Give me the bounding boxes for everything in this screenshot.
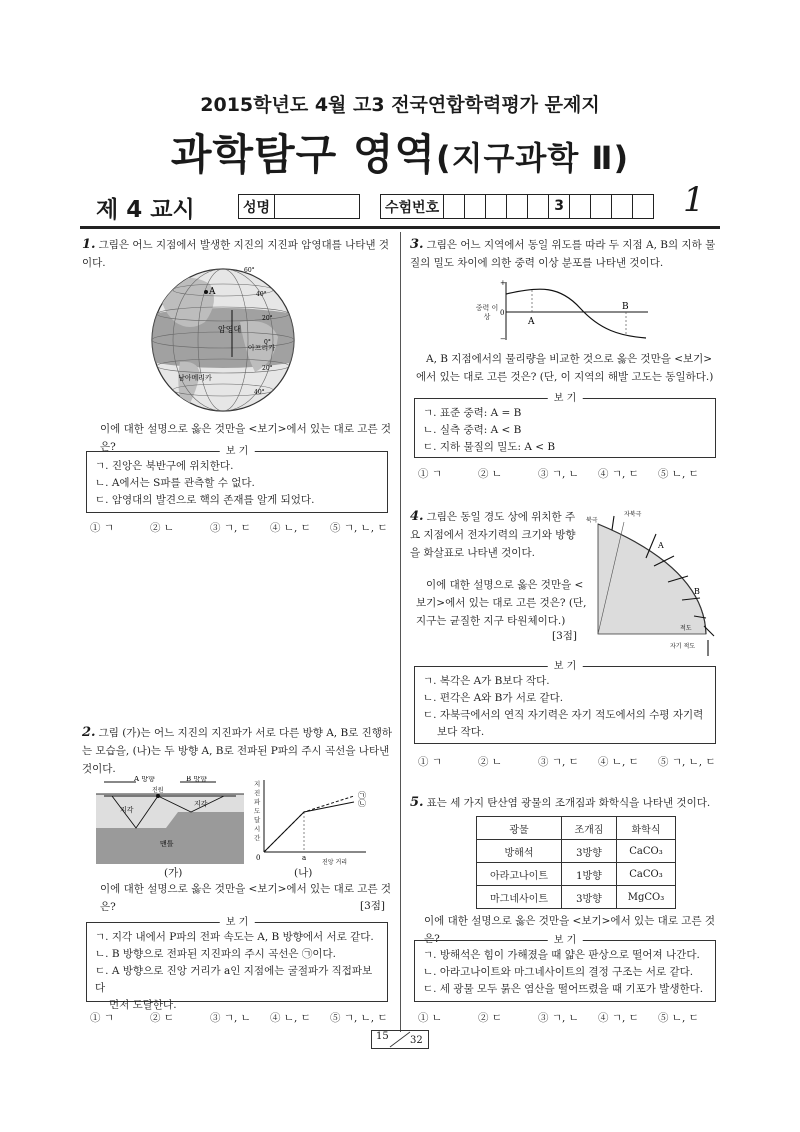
table-header: 광물 [477, 817, 562, 840]
table-row [477, 886, 676, 909]
answer-option[interactable]: ④ ㄱ, ㄷ [598, 1012, 639, 1024]
bogi-item: ㄷ. 암영대의 발견으로 핵의 존재를 알게 되었다. [95, 494, 315, 506]
name-field[interactable] [275, 195, 359, 218]
q4-score: [3점] [552, 630, 578, 642]
bogi-item: ㄱ. 방해석은 힘이 가해졌을 때 얇은 판상으로 떨어져 나간다. [423, 949, 700, 961]
q2-score: [3점] [360, 900, 386, 912]
answer-option[interactable]: ⑤ ㄴ, ㄷ [658, 1012, 699, 1024]
exam-number-cell[interactable] [633, 195, 653, 218]
arrow-north [612, 516, 614, 530]
answer-option[interactable]: ① ㄱ [90, 522, 114, 534]
answer-option[interactable]: ① ㄴ [418, 1012, 442, 1024]
exam-number-cell[interactable] [528, 195, 549, 218]
exam-title [0, 122, 800, 182]
plus-label: + [500, 279, 506, 287]
q1-options [90, 520, 388, 535]
south-america-label: 남아메리카 [178, 374, 212, 382]
exam-number-label: 수험번호 [381, 195, 444, 218]
current-page: 15 [376, 1031, 389, 1042]
table-cell: CaCO₃ [617, 863, 676, 886]
bogi-item: ㄴ. A에서는 S파를 관측할 수 없다. [95, 477, 255, 489]
table-header: 조개짐 [562, 817, 617, 840]
table-header: 화학식 [617, 817, 676, 840]
table-cell: 아라고나이트 [477, 863, 562, 886]
bogi-item: ㄴ. 실측 중력: A < B [423, 424, 522, 436]
bogi-item: ㄱ. 지각 내에서 P파의 전파 속도는 A, B 방향에서 서로 같다. [95, 931, 374, 943]
bogi-item-cont: 보다 작다. [437, 726, 485, 738]
point-b-label: B [622, 302, 629, 312]
table-cell: MgCO₃ [617, 886, 676, 909]
curve-2 [264, 802, 354, 852]
bogi-item: ㄷ. 지하 물질의 밀도: A < B [423, 441, 556, 453]
answer-option[interactable]: ② ㄴ [478, 468, 502, 480]
exam-number-cell[interactable] [612, 195, 633, 218]
earth-quadrant [598, 524, 706, 634]
direction-a-label: A 방향 [134, 776, 155, 783]
q1-bogi-box [86, 446, 388, 513]
crust-label: 지각 [120, 806, 134, 814]
bogi-item: ㄴ. 아라고나이트와 마그네사이트의 결정 구조는 서로 같다. [423, 966, 694, 978]
q4-options [418, 754, 716, 769]
q5-options [418, 1010, 699, 1025]
exam-number-cell[interactable] [444, 195, 465, 218]
answer-option[interactable]: ③ ㄱ, ㄴ [538, 1012, 579, 1024]
table-header-row [477, 817, 676, 840]
latitude-label: 20° [262, 315, 273, 322]
exam-number-digit: 3 [549, 195, 570, 218]
period-label: 제 4 교시 [96, 197, 195, 223]
answer-option[interactable]: ② ㄷ [150, 1012, 174, 1024]
table-row [477, 863, 676, 886]
q1-stem-text: 그림은 어느 지점에서 발생한 지진의 지진파 암영대를 나타낸 것이다. [82, 239, 389, 269]
q3-stem [410, 236, 722, 272]
direction-b-label: B 방향 [186, 776, 207, 783]
x-axis-label: 진앙 거리 [322, 859, 348, 866]
q2-bogi-box [86, 917, 388, 1011]
q2-figure-a [96, 776, 244, 864]
y-axis-label: 지진파 도달 시간 [254, 780, 261, 842]
q4-stem [410, 508, 582, 562]
focus-label: 진원 [152, 787, 164, 794]
answer-option[interactable]: ② ㄴ [150, 522, 174, 534]
q4-bogi-box [414, 661, 716, 744]
q2-options [90, 1010, 388, 1025]
shadow-zone-label: 암영대 [218, 325, 242, 334]
answer-option[interactable]: ④ ㄱ, ㄷ [598, 468, 639, 480]
latitude-label: 40° [256, 291, 267, 298]
q4-magnetic-figure [584, 508, 720, 668]
answer-option[interactable]: ② ㄷ [478, 1012, 502, 1024]
mantle-label: 맨틀 [160, 840, 174, 848]
title-main: 과학탐구 영역 [170, 130, 436, 179]
bogi-item-cont: 먼저 도달한다. [109, 999, 177, 1011]
table-cell: CaCO₃ [617, 840, 676, 863]
column-divider [400, 232, 401, 1032]
q3-y-label: 중력 이상 [475, 304, 499, 321]
latitude-label: 20° [262, 365, 273, 372]
q3-number: 3. [410, 237, 424, 252]
q4-number: 4. [410, 509, 424, 524]
magnetic-north-label: 자북극 [624, 511, 642, 518]
q5-stem-text: 표는 세 가지 탄산염 광물의 조개짐과 화학식을 나타낸 것이다. [426, 797, 711, 809]
answer-option[interactable]: ③ ㄱ, ㄴ [538, 468, 579, 480]
answer-option[interactable]: ⑤ ㄴ, ㄷ [658, 468, 699, 480]
bogi-title: 보 기 [220, 443, 255, 460]
answer-option[interactable]: ⑤ ㄱ, ㄴ, ㄷ [658, 756, 716, 768]
answer-option[interactable]: ⑤ ㄱ, ㄴ, ㄷ [330, 522, 388, 534]
q4-question: 이에 대한 설명으로 옳은 것만을 <보기>에서 있는 대로 고른 것은? (단, 지구는 균질한 지구 타원체이다.) [416, 579, 587, 627]
page-number: 1 [683, 180, 705, 220]
answer-option[interactable]: ④ ㄴ, ㄷ [598, 756, 639, 768]
table-cell: 3방향 [562, 886, 617, 909]
bogi-item: ㄱ. 진앙은 북반구에 위치한다. [95, 460, 234, 472]
bogi-title: 보 기 [220, 914, 255, 931]
page-counter [371, 1030, 429, 1049]
gravity-anomaly-curve [506, 289, 646, 338]
curve-1-label: ㉠ [358, 791, 366, 800]
answer-option[interactable]: ④ ㄴ, ㄷ [270, 522, 311, 534]
bogi-item: ㄷ. 세 광물 모두 묽은 염산을 떨어뜨렸을 때 기포가 발생한다. [423, 983, 704, 995]
latitude-label: 60° [244, 267, 255, 274]
q2-figure-b [254, 776, 374, 866]
answer-option[interactable]: ④ ㄴ, ㄷ [270, 1012, 311, 1024]
table-cell: 마그네사이트 [477, 886, 562, 909]
crust-label: 지각 [194, 800, 208, 808]
point-a-label: A [528, 317, 535, 327]
table-row [477, 840, 676, 863]
header-rule [80, 226, 720, 229]
exam-number-cell[interactable] [486, 195, 507, 218]
answer-option[interactable]: ③ ㄱ, ㄴ [210, 1012, 251, 1024]
magnetic-equator-label: 자기 적도 [670, 643, 696, 650]
total-pages: 32 [410, 1035, 423, 1046]
name-label: 성명 [239, 195, 275, 218]
q2-caption-a: (가) [164, 867, 183, 879]
point-a-label: A [209, 287, 216, 297]
equator-label: 적도 [680, 625, 692, 632]
answer-option[interactable]: ② ㄴ [478, 756, 502, 768]
q5-bogi-box [414, 935, 716, 1002]
point-a-label: A [658, 541, 664, 550]
latitude-label: 0° [264, 339, 271, 346]
bogi-item: ㄷ. A 방향으로 진앙 거리가 a인 지점에는 굴절파가 직접파보다 [95, 965, 373, 994]
exam-number-cell[interactable] [570, 195, 591, 218]
bogi-item: ㄱ. 표준 중력: A = B [423, 407, 522, 419]
point-a-marker [204, 290, 208, 294]
q2-caption-b: (나) [294, 867, 313, 879]
minus-label: − [500, 335, 506, 342]
table-cell: 3방향 [562, 840, 617, 863]
bogi-item: ㄴ. B 방향으로 전파된 지진파의 주시 곡선은 ㉠이다. [95, 948, 336, 960]
x-mark-label: a [302, 854, 307, 862]
q5-question: 이에 대한 설명으로 옳은 것만을 <보기>에서 있는 대로 고른 것은? [424, 915, 716, 945]
bogi-title: 보 기 [548, 390, 583, 407]
q3-bogi-box [414, 393, 716, 458]
q2-question: 이에 대한 설명으로 옳은 것만을 <보기>에서 있는 대로 고른 것은? [100, 883, 392, 913]
answer-option[interactable]: ① ㄱ [90, 1012, 114, 1024]
exam-number-cell[interactable] [507, 195, 528, 218]
bogi-item: ㄴ. 편각은 A와 B가 서로 같다. [423, 692, 564, 704]
bogi-item: ㄷ. 자북극에서의 연직 자기력은 자기 적도에서의 수평 자기력 [423, 709, 704, 721]
q1-question: 이에 대한 설명으로 옳은 것만을 <보기>에서 있는 대로 고른 것은? [100, 423, 392, 453]
q4-stem-text: 그림은 동일 경도 상에 위치한 주요 지점에서 전자기력의 크기와 방향을 화살표로 나타낸 것이다. [410, 511, 576, 559]
curve-2-label: ㉡ [358, 799, 366, 808]
q3-question: A, B 지점에서의 물리량을 비교한 것으로 옳은 것만을 <보기>에서 있는 대로 고른 것은? (단, 이 지역의 해발 고도는 동일하다.) [416, 353, 714, 383]
bogi-title: 보 기 [548, 932, 583, 949]
answer-option[interactable]: ⑤ ㄱ, ㄴ, ㄷ [330, 1012, 388, 1024]
q2-number: 2. [82, 725, 96, 740]
q1-number: 1. [82, 237, 96, 252]
q5-number: 5. [410, 795, 424, 810]
q5-mineral-table [476, 816, 676, 909]
q3-options [418, 466, 699, 481]
q5-stem [410, 794, 722, 812]
exam-number-cell[interactable] [591, 195, 612, 218]
answer-option[interactable]: ① ㄱ [418, 756, 442, 768]
exam-number-cell[interactable] [465, 195, 486, 218]
bogi-item: ㄱ. 복각은 A가 B보다 작다. [423, 675, 550, 687]
exam-number-box [380, 194, 654, 219]
answer-option[interactable]: ③ ㄱ, ㄷ [538, 756, 579, 768]
exam-subtitle: 2015학년도 4월 고3 전국연합학력평가 문제지 [200, 94, 600, 116]
north-pole-label: 북극 [586, 517, 598, 524]
answer-option[interactable]: ① ㄱ [418, 468, 442, 480]
table-cell: 1방향 [562, 863, 617, 886]
africa-label: 아프리카 [248, 344, 276, 352]
table-cell: 방해석 [477, 840, 562, 863]
q2-stem-text: 그림 (가)는 어느 지진의 지진파가 서로 다른 방향 A, B로 진행하는 모습을, (나)는 두 방향 A, B로 전파된 P파의 주시 곡선을 나타낸 것이다. [82, 727, 393, 775]
q2-stem [82, 724, 394, 778]
latitude-label: 40° [254, 389, 265, 396]
q3-stem-text: 그림은 어느 지역에서 동일 위도를 따라 두 지점 A, B의 지하 물질의 밀도 차이에 의한 중력 이상 분포를 나타낸 것이다. [410, 239, 716, 269]
title-sub: (지구과학 Ⅱ) [435, 139, 630, 177]
bogi-title: 보 기 [548, 658, 583, 675]
answer-option[interactable]: ③ ㄱ, ㄷ [210, 522, 251, 534]
name-box [238, 194, 360, 219]
zero-label: 0 [500, 309, 505, 317]
origin-label: 0 [256, 854, 261, 862]
point-b-label: B [694, 587, 700, 596]
q1-globe-figure [150, 262, 296, 422]
